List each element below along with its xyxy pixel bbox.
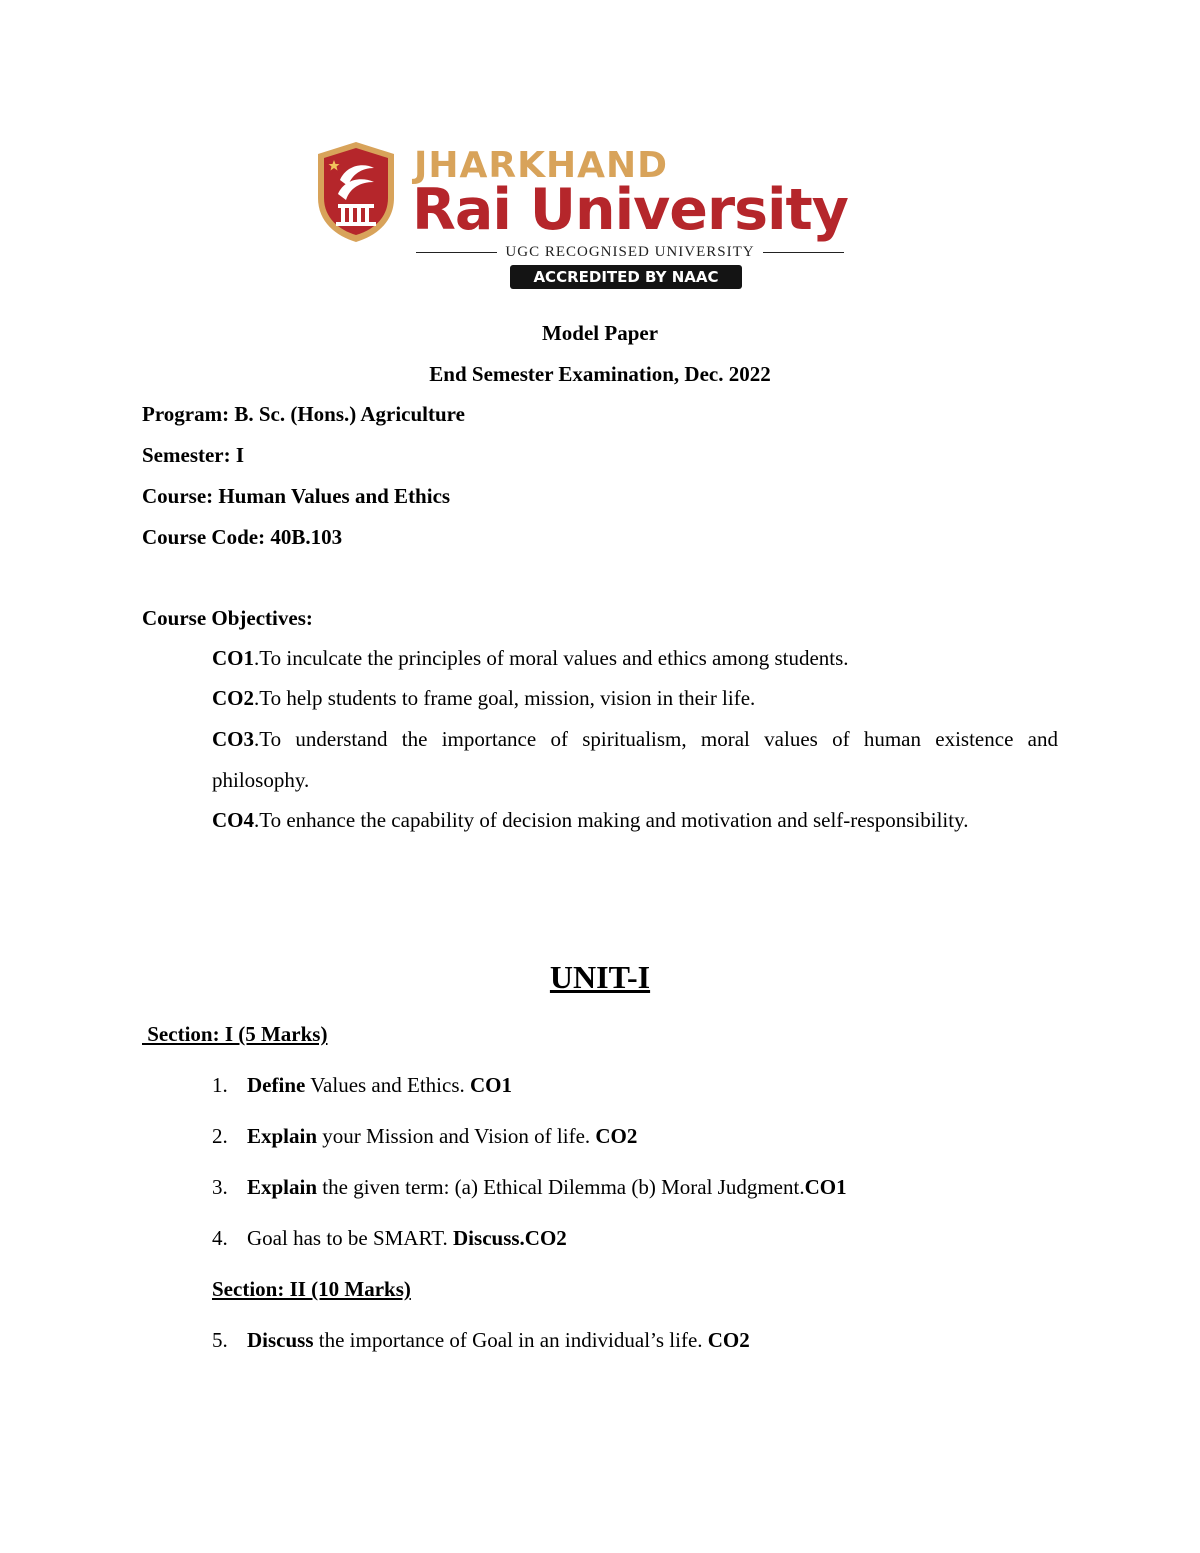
question-body: your Mission and Vision of life. [317,1124,596,1148]
logo-recognition-line [416,241,844,263]
question-verb: Discuss [247,1328,314,1352]
objective-item [212,800,1058,841]
question-number: 5. [212,1328,228,1352]
question-verb: Discuss. [453,1226,525,1250]
question-verb: Define [247,1073,306,1097]
paper-title: Model Paper [541,321,659,345]
program-line: Program: B. Sc. (Hons.) Agriculture [142,402,465,426]
unit-title: UNIT-I [549,959,651,995]
university-crest-icon [316,140,396,244]
question-verb: Explain [247,1175,318,1199]
objective-code: CO3 [212,727,254,751]
course-code-line: Course Code: 40B.103 [142,525,343,549]
question-number: 3. [212,1175,228,1199]
exam-title: End Semester Examination, Dec. 2022 [429,362,771,386]
question-number: 2. [212,1124,228,1148]
question-body: Values and Ethics. [305,1073,470,1097]
section-2-heading: Section: II (10 Marks) [212,1277,411,1301]
logo-accreditation-badge: ACCREDITED BY NAAC [510,265,742,289]
objective-text: .To enhance the capability of decision making and motivation and self-responsibility. [254,808,969,832]
question-number: 1. [212,1073,228,1097]
question-text [247,1073,512,1098]
question-text [247,1226,567,1251]
objective-item [212,719,1058,800]
question-text [247,1124,637,1149]
section-1-heading: Section: I (5 Marks) [142,1022,328,1046]
objective-item [212,638,1058,679]
divider [416,252,497,253]
logo-name-rai-university: Rai University [412,177,848,243]
question-number: 4. [212,1226,228,1250]
question-co: CO2 [595,1124,638,1148]
question-body: the importance of Goal in an individual’s life. [313,1328,708,1352]
question-body: the given term: (a) Ethical Dilemma (b) Moral Judgment. [317,1175,805,1199]
question-text [247,1175,847,1200]
university-logo [316,140,886,292]
objective-text: .To understand the importance of spiritualism, moral values of human existence and philosophy. [212,727,1058,792]
question-co: CO1 [804,1175,847,1199]
objective-code: CO1 [212,646,254,670]
objective-item [212,678,1058,719]
question-verb: Explain [247,1124,318,1148]
question-co: CO1 [470,1073,512,1097]
course-line: Course: Human Values and Ethics [142,484,451,508]
question-co: CO2 [707,1328,750,1352]
divider [763,252,844,253]
semester-line: Semester: I [142,443,245,467]
question-text [247,1328,750,1353]
objectives-heading: Course Objectives: [142,606,313,630]
question-body: Goal has to be SMART. [247,1226,454,1250]
logo-recognition-text: UGC RECOGNISED UNIVERSITY [505,243,755,260]
objective-code: CO2 [212,686,254,710]
objective-code: CO4 [212,808,254,832]
logo-name-jharkhand: JHARKHAND [414,145,669,186]
question-co: CO2 [524,1226,567,1250]
objective-text: .To help students to frame goal, mission, vision in their life. [254,686,756,710]
objective-text: .To inculcate the principles of moral values and ethics among students. [254,646,849,670]
